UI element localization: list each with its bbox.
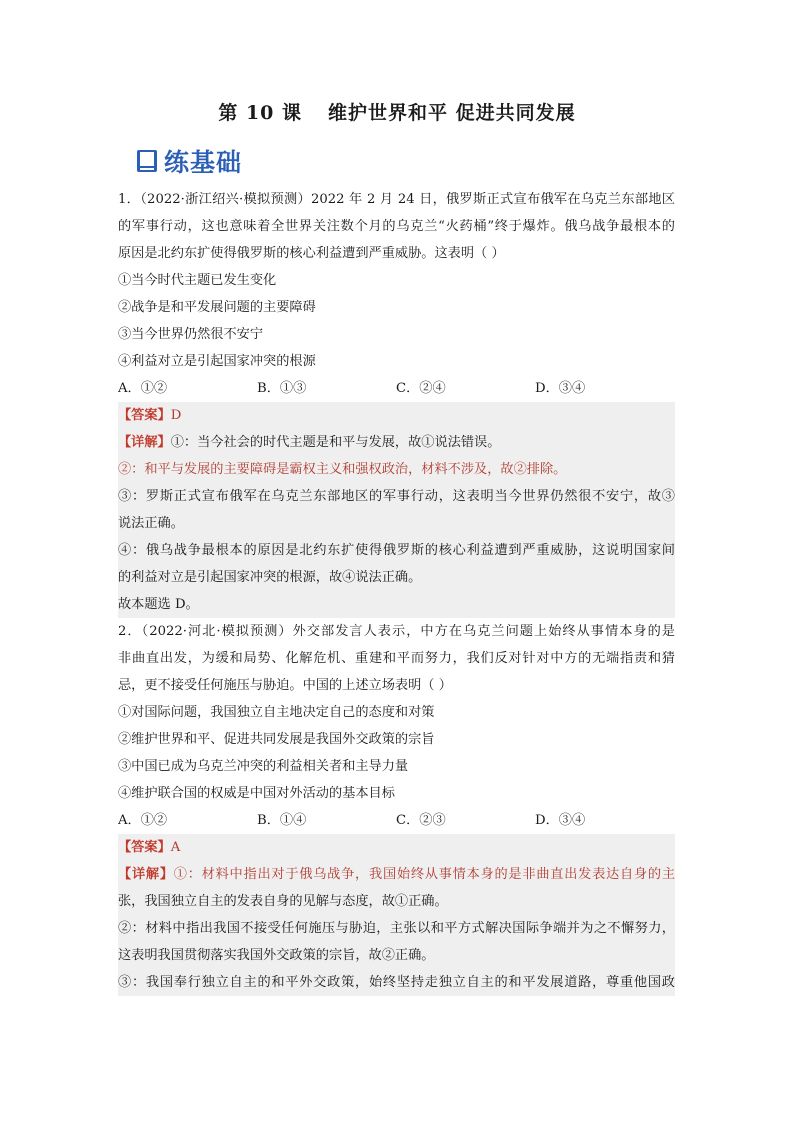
conclusion-line: 故本题选 D。 bbox=[118, 597, 199, 612]
detail-line: ②：材料中指出我国不接受任何施压与胁迫，主张以和平方式解决国际争端并为之不懈努力， bbox=[118, 921, 675, 936]
page-title bbox=[0, 98, 794, 125]
detail-line bbox=[118, 861, 675, 888]
detail-tag: 【详解】 bbox=[118, 867, 174, 882]
answer-options bbox=[118, 375, 675, 402]
question-stem-line: 的军事行动，这也意味着全世界关注数个月的乌克兰“火药桶”终于爆炸。俄乌战争最根本的 bbox=[118, 219, 675, 234]
answer-explanation bbox=[118, 402, 675, 618]
statement-item: ③当今世界仍然很不安宁 bbox=[118, 327, 264, 342]
lesson-number: 第 10 课 bbox=[218, 102, 303, 124]
question-1 bbox=[118, 186, 675, 618]
statement-item: ④利益对立是引起国家冲突的根源 bbox=[118, 354, 316, 369]
lesson-title: 维护世界和平 促进共同发展 bbox=[328, 102, 576, 124]
detail-text: ①：材料中指出对于俄乌战争，我国始终从事情本身的是非曲直出发表达自身的主 bbox=[173, 867, 675, 882]
detail-line: ③：罗斯正式宣布俄军在乌克兰东部地区的军事行动，这表明当今世界仍然很不安宁，故③ bbox=[118, 489, 675, 504]
answer-tag: 【答案】 bbox=[118, 408, 171, 423]
detail-line: ④：俄乌战争最根本的原因是北约东扩使得俄罗斯的核心利益遭到严重威胁，这说明国家间 bbox=[118, 543, 675, 558]
statement-item: ②维护世界和平、促进共同发展是我国外交政策的宗旨 bbox=[118, 732, 435, 747]
book-icon bbox=[136, 149, 158, 173]
statement-item: ②战争是和平发展问题的主要障碍 bbox=[118, 300, 316, 315]
question-2 bbox=[118, 618, 675, 996]
option-d: D．③④ bbox=[535, 813, 586, 828]
answer-line bbox=[118, 402, 675, 429]
section-header bbox=[136, 145, 242, 177]
option-c: C．②④ bbox=[396, 381, 446, 396]
answer-value: A bbox=[170, 840, 181, 855]
answer-explanation bbox=[118, 834, 675, 996]
section-label: 练基础 bbox=[164, 148, 243, 177]
answer-value: D bbox=[170, 408, 182, 423]
question-stem-line: 1．（2022·浙江绍兴·模拟预测）2022 年 2 月 24 日，俄罗斯正式宣布俄军在乌克兰东部地区 bbox=[118, 192, 675, 207]
statement-item: ①对国际问题，我国独立自主地决定自己的态度和对策 bbox=[118, 705, 435, 720]
statement-item: ③中国已成为乌克兰冲突的利益相关者和主导力量 bbox=[118, 759, 409, 774]
question-stem-line: 原因是北约东扩使得俄罗斯的核心利益遭到严重威胁。这表明（ ） bbox=[118, 246, 505, 261]
statement-item: ④维护联合国的权威是中国对外活动的基本目标 bbox=[118, 786, 395, 801]
detail-text: ①：当今社会的时代主题是和平与发展，故①说法错误。 bbox=[170, 435, 501, 450]
detail-line: 这表明我国贯彻落实我国外交政策的宗旨，故②正确。 bbox=[118, 948, 435, 963]
detail-line bbox=[118, 429, 675, 456]
document-body bbox=[118, 186, 675, 996]
detail-line: 的利益对立是引起国家冲突的根源，故④说法正确。 bbox=[118, 570, 422, 585]
option-b: B．①③ bbox=[257, 381, 307, 396]
detail-line: 张，我国独立自主的发表自身的见解与态度，故①正确。 bbox=[118, 894, 448, 909]
answer-line bbox=[118, 834, 675, 861]
detail-line: 说法正确。 bbox=[118, 516, 184, 531]
detail-line: ③：我国奉行独立自主的和平外交政策，始终坚持走独立自主的和平发展道路，尊重他国政 bbox=[118, 975, 675, 990]
detail-tag: 【详解】 bbox=[118, 435, 171, 450]
question-stem-line: 忌，更不接受任何施压与胁迫。中国的上述立场表明（ ） bbox=[118, 678, 452, 693]
option-d: D．③④ bbox=[535, 381, 586, 396]
option-c: C．②③ bbox=[396, 813, 446, 828]
statement-item: ①当今时代主题已发生变化 bbox=[118, 273, 277, 288]
detail-line: ②：和平与发展的主要障碍是霸权主义和强权政治，材料不涉及，故②排除。 bbox=[118, 462, 567, 477]
question-stem-line: 2．（2022·河北·模拟预测）外交部发言人表示，中方在乌克兰问题上始终从事情本身的是 bbox=[118, 624, 675, 639]
option-a: A．①② bbox=[118, 813, 168, 828]
question-stem-line: 非曲直出发，为缓和局势、化解危机、重建和平而努力，我们反对针对中方的无端指责和猜 bbox=[118, 651, 675, 666]
answer-options bbox=[118, 807, 675, 834]
answer-tag: 【答案】 bbox=[118, 840, 171, 855]
option-a: A．①② bbox=[118, 381, 168, 396]
option-b: B．①④ bbox=[257, 813, 307, 828]
